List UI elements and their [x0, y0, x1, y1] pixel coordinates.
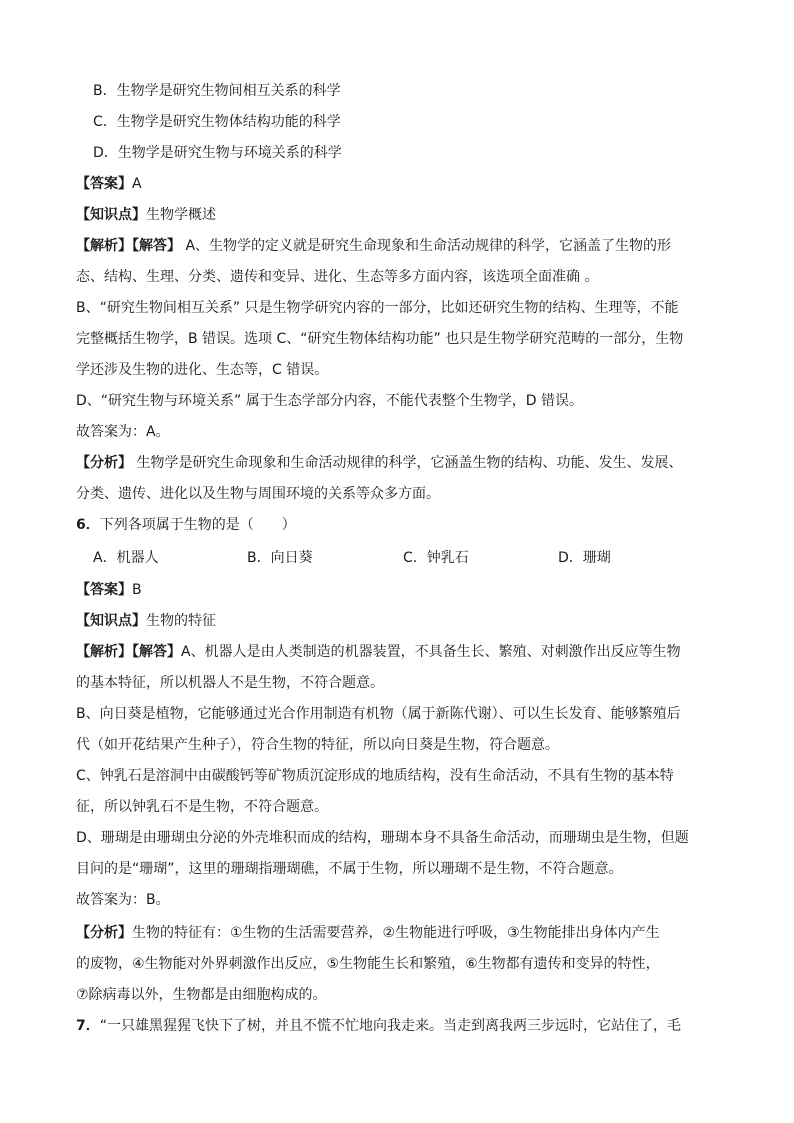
q5-explanation-line: D、“研究生物与环境关系” 属于生态学部分内容，不能代表整个生物学，D 错误。 — [76, 393, 583, 409]
q6-analysis-line: ⑦除病毒以外，生物都是由细胞构成的。 — [76, 987, 327, 1003]
q6-option-d: D．珊瑚 — [558, 550, 611, 566]
q5-answer — [76, 174, 726, 194]
q6-explanation-line: 目问的是“珊瑚”，这里的珊瑚指珊瑚礁，不属于生物，所以珊瑚不是生物，不符合题意。 — [76, 861, 623, 877]
question-text: “一只雄黑猩猩飞快下了树，并且不慌不忙地向我走来。当走到离我两三步远时，它站住了，毛 — [99, 1018, 682, 1034]
knowledge-point-value: 生物的特征 — [146, 613, 216, 629]
explanation-tag: 【解析】【解答】 — [76, 644, 181, 660]
option-c-prev: C．生物学是研究生物体结构功能的科学 — [93, 114, 341, 130]
answer-tag: 【答案】 — [76, 176, 132, 192]
knowledge-point-tag: 【知识点】 — [76, 613, 146, 629]
q6-analysis-line — [76, 923, 726, 943]
q6-explanation-line: D、珊瑚是由珊瑚虫分泌的外壳堆积而成的结构，珊瑚本身不具备生命活动，而珊瑚虫是生物，但题 — [76, 830, 689, 846]
knowledge-point-value: 生物学概述 — [146, 207, 216, 223]
q5-explanation-line: 完整概括生物学，B 错误。选项 C、“研究生物体结构功能” 也只是生物学研究范畴的一部分，生物 — [76, 331, 684, 347]
q6-explanation-line: C、钟乳石是溶洞中由碳酸钙等矿物质沉淀形成的地质结构，没有生命活动，不具有生物的基本特 — [76, 768, 674, 784]
q6-option-b: B．向日葵 — [247, 550, 313, 566]
analysis-tag: 【分析】 — [76, 925, 132, 941]
explanation-text: A、生物学的定义就是研究生命现象和生命活动规律的科学，它涵盖了生物的形 — [181, 238, 672, 254]
q5-explanation-line: 态、结构、生理、分类、遗传和变异、进化、生态等多方面内容，该选项全面准确 。 — [76, 269, 599, 285]
q6-option-c: C．钟乳石 — [403, 550, 469, 566]
question-number: 6． — [76, 517, 100, 533]
answer-value: A — [132, 176, 142, 192]
analysis-tag: 【分析】 — [76, 455, 132, 471]
question-text: 下列各项属于生物的是（ ） — [99, 517, 296, 533]
q6-knowledge-point — [76, 611, 726, 631]
option-b-prev: B．生物学是研究生物间相互关系的科学 — [93, 83, 341, 99]
answer-value: B — [132, 582, 142, 598]
q6-final-answer: 故答案为：B。 — [76, 892, 170, 908]
q6-explanation-line: 代（如开花结果产生种子），符合生物的特征，所以向日葵是生物，符合题意。 — [76, 737, 559, 753]
question-number: 7． — [76, 1018, 100, 1034]
q6-option-a: A．机器人 — [93, 550, 159, 566]
q6-stem — [76, 515, 726, 535]
analysis-text: 生物学是研究生命现象和生命活动规律的科学，它涵盖生物的结构、功能、发生、发展、 — [132, 455, 683, 471]
q5-final-answer: 故答案为：A。 — [76, 424, 170, 440]
analysis-text: 生物的特征有：①生物的生活需要营养，②生物能进行呼吸，③生物能排出身体内产生 — [132, 925, 660, 941]
q6-explanation-line — [76, 642, 726, 662]
knowledge-point-tag: 【知识点】 — [76, 207, 146, 223]
q5-explanation-line — [76, 236, 726, 256]
q6-explanation-line: B、向日葵是植物，它能够通过光合作用制造有机物（属于新陈代谢）、可以生长发育、能够繁殖后 — [76, 706, 681, 722]
q6-answer — [76, 580, 726, 600]
q5-knowledge-point — [76, 205, 726, 225]
q7-stem — [76, 1016, 726, 1036]
answer-tag: 【答案】 — [76, 582, 132, 598]
explanation-tag: 【解析】【解答】 — [76, 238, 181, 254]
q5-analysis-line: 分类、遗传、进化以及生物与周围环境的关系等众多方面。 — [76, 486, 440, 502]
q5-explanation-line: 学还涉及生物的进化、生态等，C 错误。 — [76, 362, 329, 378]
q5-analysis-line — [76, 453, 726, 473]
q6-explanation-line: 征，所以钟乳石不是生物，不符合题意。 — [76, 799, 328, 815]
q5-explanation-line: B、“研究生物间相互关系” 只是生物学研究内容的一部分，比如还研究生物的结构、生理等，不能 — [76, 300, 679, 316]
q6-analysis-line: 的废物，④生物能对外界刺激作出反应，⑤生物能生长和繁殖，⑥生物都有遗传和变异的特性， — [76, 956, 660, 972]
option-d-prev: D．生物学是研究生物与环境关系的科学 — [93, 145, 342, 161]
q6-explanation-line: 的基本特征，所以机器人不是生物，不符合题意。 — [76, 675, 384, 691]
explanation-text: A、机器人是由人类制造的机器装置，不具备生长、繁殖、对刺激作出反应等生物 — [181, 644, 681, 660]
